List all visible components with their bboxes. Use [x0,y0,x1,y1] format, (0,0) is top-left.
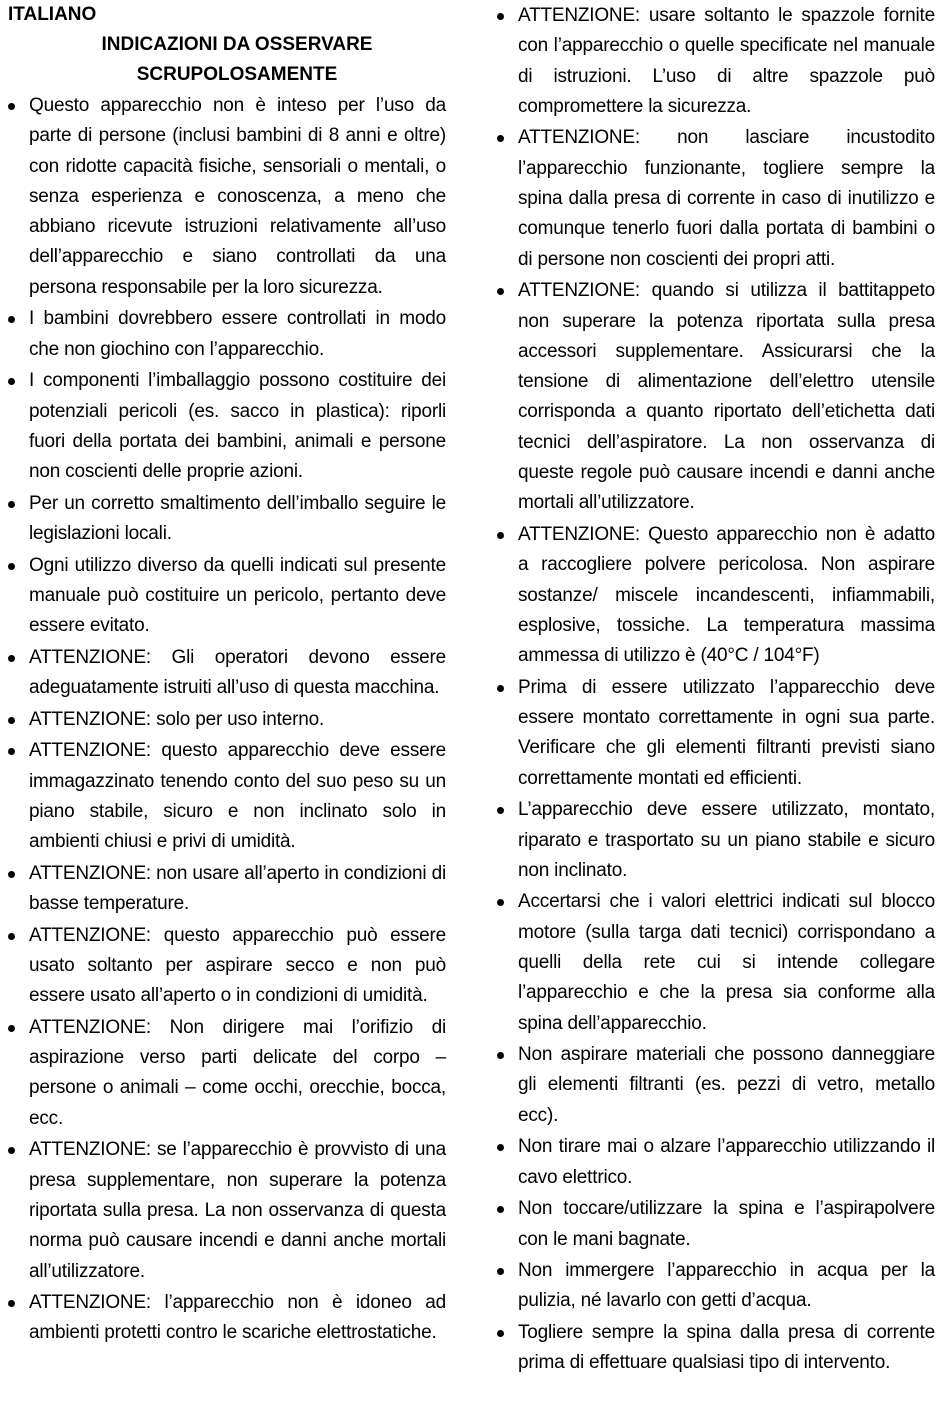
bullet-icon [497,135,504,142]
bullet-icon [8,1147,15,1154]
list-item [497,1132,935,1193]
list-item [8,736,446,857]
bullet-icon [8,748,15,755]
bullet-icon [497,288,504,295]
list-item-text: ATTENZIONE: solo per uso interno. [29,708,325,730]
bullet-icon [8,1025,15,1032]
bullet-icon [8,316,15,323]
list-item [497,123,935,274]
bullet-icon [8,563,15,570]
list-item [8,91,446,303]
bullet-icon [497,13,504,20]
list-item [497,1256,935,1317]
list-item-text: ATTENZIONE: non usare all’aperto in condizioni di basse temperature. [29,862,446,915]
language-label: ITALIANO [8,4,97,25]
bullet-icon [8,103,15,110]
list-item-text: Ogni utilizzo diverso da quelli indicati sul presente manuale può costituire un pericolo, pertanto deve essere evitato. [29,554,446,637]
bullet-icon [8,933,15,940]
bullet-icon [8,1300,15,1307]
left-bullet-list [8,91,446,1349]
bullet-icon [497,807,504,814]
list-item-text: Questo apparecchio non è inteso per l’uso da parte di persone (inclusi bambini di 8 anni e oltre) con ridotte capacità fisiche, sensoriali o mentali, o senza esperienza e conoscenza, a meno che abbiano ricevute istruzioni relativamente all’uso dell’apparecchio e siano controllati da una persona responsabile per la loro sicurezza. [29,95,446,298]
list-item [8,705,446,735]
list-item-text: Non aspirare materiali che possono danneggiare gli elementi filtranti (es. pezzi di vetro, metallo ecc). [518,1044,935,1126]
list-item-text: ATTENZIONE: questo apparecchio può essere usato soltanto per aspirare secco e non può essere usato all’aperto o in condizioni di umidità. [29,924,446,1007]
list-item [8,551,446,642]
bullet-icon [497,1330,504,1337]
list-item-text: Accertarsi che i valori elettrici indicati sul blocco motore (sulla targa dati tecnici) corrispondano a quelli della rete cui si intende collegare l’apparecchio e che la presa sia conforme alla spina dell’apparecchio. [518,891,935,1034]
list-item [8,1013,446,1134]
left-column [8,0,446,1350]
list-item [8,1135,446,1286]
bullet-icon [8,501,15,508]
list-item-text: ATTENZIONE: quando si utilizza il battitappeto non superare la potenza riportata sulla presa accessori supplementare. Assicurarsi che la tensione di alimentazione dell’elettro utensile corrisponda a quanto riportato dell’etichetta dati tecnici dell’aspiratore. La non osservanza di queste regole può causare incendi e danni anche mortali all’utilizzatore. [518,280,935,514]
section-heading: INDICAZIONI DA OSSERVARE SCRUPOLOSAMENTE [101,34,373,85]
list-item-text: ATTENZIONE: Questo apparecchio non è adatto a raccogliere polvere pericolosa. Non aspirare sostanze/ miscele incandescenti, infiammabili, esplosive, tossiche. La temperatura massima ammessa di utilizzo è (40°C / 104°F) [518,523,935,667]
bullet-icon [8,378,15,385]
list-item [8,643,446,704]
list-item [8,859,446,920]
list-item-text: Non immergere l’apparecchio in acqua per la pulizia, né lavarlo con getti d’acqua. [518,1260,935,1312]
bullet-icon [497,899,504,906]
list-item [8,921,446,1012]
list-item [8,489,446,550]
list-item [497,1,935,122]
bullet-icon [497,1206,504,1213]
list-item [497,795,935,886]
list-item-text: ATTENZIONE: se l’apparecchio è provvisto di una presa supplementare, non superare la potenza riportata sulla presa. La non osservanza di questa norma può causare incendi e danni anche mortali all’utilizzatore. [29,1139,446,1282]
list-item-text: Per un corretto smaltimento dell’imballo seguire le legislazioni locali. [29,492,446,545]
list-item-text: Non tirare mai o alzare l’apparecchio utilizzando il cavo elettrico. [518,1136,935,1188]
list-item-text: ATTENZIONE: questo apparecchio deve essere immagazzinato tenendo conto del suo peso su un piano stabile, sicuro e non inclinato solo in ambienti chiusi e privi di umidità. [29,740,446,853]
list-item [8,304,446,365]
list-item [497,1040,935,1131]
list-item-text: ATTENZIONE: Gli operatori devono essere adeguatamente istruiti all’uso di questa macchina. [29,646,446,699]
list-item [497,887,935,1038]
right-bullet-list [497,1,935,1379]
list-item-text: I bambini dovrebbero essere controllati in modo che non giochino con l’apparecchio. [29,308,446,360]
list-item-text: Prima di essere utilizzato l’apparecchio deve essere montato correttamente in ogni sua parte. Verificare che gli elementi filtranti previsti siano correttamente montati ed efficienti. [518,676,935,789]
list-item [8,366,446,487]
list-item [8,1288,446,1349]
list-item-text: ATTENZIONE: Non dirigere mai l’orifizio di aspirazione verso parti delicate del corpo – persone o animali – come occhi, orecchie, bocca, ecc. [29,1016,446,1129]
list-item-text: I componenti l’imballaggio possono costituire dei potenziali pericoli (es. sacco in plastica): riporli fuori della portata dei bambini, animali e persone non coscienti delle proprie azioni. [29,370,446,483]
bullet-icon [8,717,15,724]
list-item-text: ATTENZIONE: l’apparecchio non è idoneo ad ambienti protetti contro le scariche elettrostatiche. [29,1292,446,1344]
bullet-icon [8,655,15,662]
right-column [497,0,935,1380]
list-item-text: Non toccare/utilizzare la spina e l’aspirapolvere con le mani bagnate. [518,1198,935,1250]
bullet-icon [8,871,15,878]
bullet-icon [497,685,504,692]
list-item-text: ATTENZIONE: usare soltanto le spazzole fornite con l’apparecchio o quelle specificate nel manuale di istruzioni. L’uso di altre spazzole può compromettere la sicurezza. [518,5,935,117]
bullet-icon [497,1144,504,1151]
bullet-icon [497,1268,504,1275]
list-item-text: Togliere sempre la spina dalla presa di corrente prima di effettuare qualsiasi tipo di intervento. [518,1322,935,1374]
list-item [497,1318,935,1379]
list-item-text: L’apparecchio deve essere utilizzato, montato, riparato e trasportato su un piano stabile e sicuro non inclinato. [518,799,935,881]
list-item [497,520,935,671]
bullet-icon [497,532,504,539]
bullet-icon [497,1052,504,1059]
list-item [497,1194,935,1255]
list-item [497,276,935,518]
list-item [497,673,935,794]
list-item-text: ATTENZIONE: non lasciare incustodito l’apparecchio funzionante, togliere sempre la spina dalla presa di corrente in caso di inutilizzo e comunque tenerlo fuori dalla portata di bambini o di persone non coscienti dei propri atti. [518,127,935,270]
